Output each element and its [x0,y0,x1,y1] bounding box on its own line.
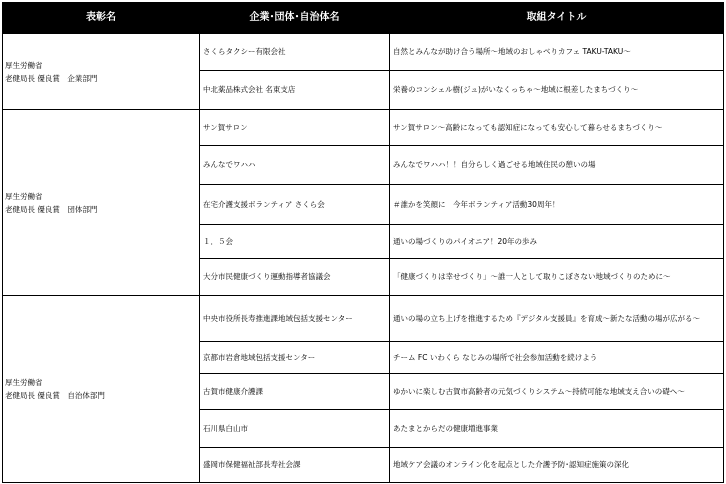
organization-cell: サン賀サロン [200,110,390,146]
organization-cell: １．５会 [200,225,390,259]
organization-cell: 石川県白山市 [200,410,390,448]
award-ministry: 厚生労働省 [5,60,43,70]
title-cell: チーム FC いわくら なじみの場所で社会参加活動を続けよう [390,342,724,374]
title-cell: ゆかいに楽しむ古賀市高齢者の元気づくりシステム～持続可能な地域支え合いの礎へ～ [390,374,724,410]
title-cell: あたまとからだの健康増進事業 [390,410,724,448]
header-title: 取組タイトル [390,3,724,34]
title-cell: サン賀サロン～高齢になっても認知症になっても安心して暮らせるまちづくり～ [390,110,724,146]
header-organization: 企業･団体･自治体名 [200,3,390,34]
organization-cell: 古賀市健康介護課 [200,374,390,410]
table-row [3,110,724,146]
award-category: 老健局長 優良賞 企業部門 [5,73,98,83]
title-cell: ＃誰かを笑顔に 今年ボランティア活動30周年！ [390,185,724,225]
title-cell: 自然とみんなが助け合う場所～地域のおしゃべりカフェ TAKU-TAKU～ [390,34,724,71]
organization-cell: 在宅介護支援ボランティア さくら会 [200,185,390,225]
award-ministry: 厚生労働省 [5,191,43,201]
title-cell: 地域ケア会議のオンライン化を起点とした介護予防･認知症施策の深化 [390,448,724,483]
title-cell: みんなでワハハ！！自分らしく過ごせる地域住民の憩いの場 [390,146,724,185]
organization-cell: 京都市岩倉地域包括支援センター [200,342,390,374]
header-award-name: 表彰名 [3,3,200,34]
award-cell-group [3,110,200,296]
title-cell: 通いの場の立ち上げを推進するため『デジタル支援員』を育成～新たな活動の場が広がる～ [390,296,724,342]
table-row [3,296,724,342]
organization-cell: みんなでワハハ [200,146,390,185]
organization-cell: 盛岡市保健福祉部長寿社会課 [200,448,390,483]
award-cell-corporate [3,34,200,110]
award-category: 老健局長 優良賞 自治体部門 [5,391,105,400]
organization-cell: さくらタクシー有限会社 [200,34,390,71]
awards-table [2,2,724,483]
award-cell-municipal [3,296,200,483]
title-cell: 栄養のコンシェル樹(ジュ)がいなくっちゃ～地域に根差したまちづくり～ [390,71,724,110]
title-cell: 「健康づくりは幸せづくり」～誰一人として取りこぼさない地域づくりのために～ [390,259,724,296]
organization-cell: 大分市民健康づくり運動指導者協議会 [200,259,390,296]
organization-cell: 中北薬品株式会社 名東支店 [200,71,390,110]
award-ministry: 厚生労働省 [5,378,43,387]
table-row [3,34,724,71]
award-category: 老健局長 優良賞 団体部門 [5,204,98,214]
organization-cell: 中央市役所長寿推進課地域包括支援センター [200,296,390,342]
title-cell: 通いの場づくりのパイオニア！20年の歩み [390,225,724,259]
header-row [3,3,724,34]
